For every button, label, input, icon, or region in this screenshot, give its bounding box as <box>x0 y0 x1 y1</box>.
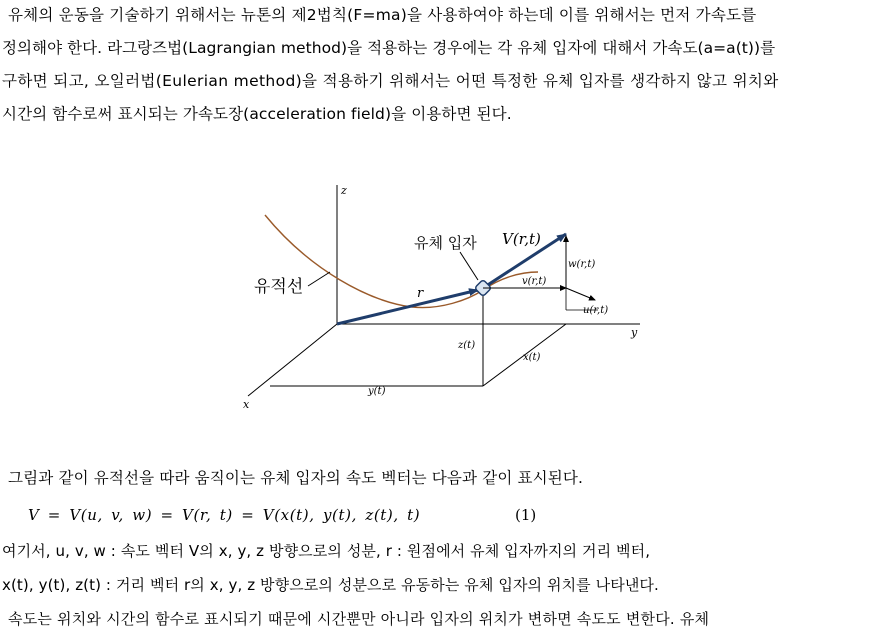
pathline-label: 유적선 <box>254 277 304 297</box>
text-line-1: 유체의 운동을 기술하기 위해서는 뉴톤의 제2법칙(F=ma)을 사용하여야 하는데 이를 위해서는 먼저 가속도를 <box>8 6 757 24</box>
pathline-pointer <box>308 272 330 286</box>
u-component-label: u(r,t) <box>583 305 609 316</box>
position-label: r <box>417 286 424 301</box>
component-u <box>566 288 595 300</box>
xt-label: x(t) <box>523 352 541 363</box>
particle-label: 유체 입자 <box>414 234 477 252</box>
text-line-5: 그림과 같이 유적선을 따라 움직이는 유체 입자의 속도 벡터는 다음과 같이 표시된다. <box>8 469 584 487</box>
position-vector-r <box>337 290 478 324</box>
x-axis <box>248 324 337 396</box>
text-line-9: 속도는 위치와 시간의 함수로 표시되기 때문에 시간뿐만 아니라 입자의 위치가 변하면 속도도 변한다. 유체 <box>8 610 710 628</box>
particle-pointer <box>460 252 478 280</box>
zt-label: z(t) <box>458 340 476 351</box>
w-component-label: w(r,t) <box>568 259 596 270</box>
pathline-curve <box>265 215 538 308</box>
axis-x-label: x <box>243 398 250 411</box>
text-line-8: x(t), y(t), z(t) : 거리 벡터 r의 x, y, z 방향으로의 성분으로 유동하는 유체 입자의 위치를 나타낸다. <box>2 576 659 594</box>
v-component-label: v(r,t) <box>522 276 547 287</box>
text-line-4: 시간의 함수로써 표시되는 가속도장(acceleration field)을 이용하면 된다. <box>2 105 512 123</box>
yt-label: y(t) <box>368 386 386 397</box>
axis-z-label: z <box>341 184 347 197</box>
velocity-label: V(r,t) <box>502 230 541 248</box>
text-line-7: 여기서, u, v, w : 속도 벡터 V의 x, y, z 방향으로의 성분, r : 원점에서 유체 입자까지의 거리 벡터, <box>2 542 651 560</box>
axis-y-label: y <box>631 326 638 339</box>
text-line-3: 구하면 되고, 오일러법(Eulerian method)을 적용하기 위해서는 어떤 특정한 유체 입자를 생각하지 않고 위치와 <box>2 72 779 90</box>
equation-number: (1) <box>515 506 537 524</box>
velocity-equation: V = V(u, v, w) = V(r, t) = V(x(t), y(t), z(t), t) <box>28 506 421 524</box>
pathline-velocity-diagram <box>0 160 873 430</box>
text-line-2: 정의해야 한다. 라그랑즈법(Lagrangian method)을 적용하는 경우에는 각 유체 입자에 대해서 가속도(a=a(t))를 <box>2 39 776 57</box>
